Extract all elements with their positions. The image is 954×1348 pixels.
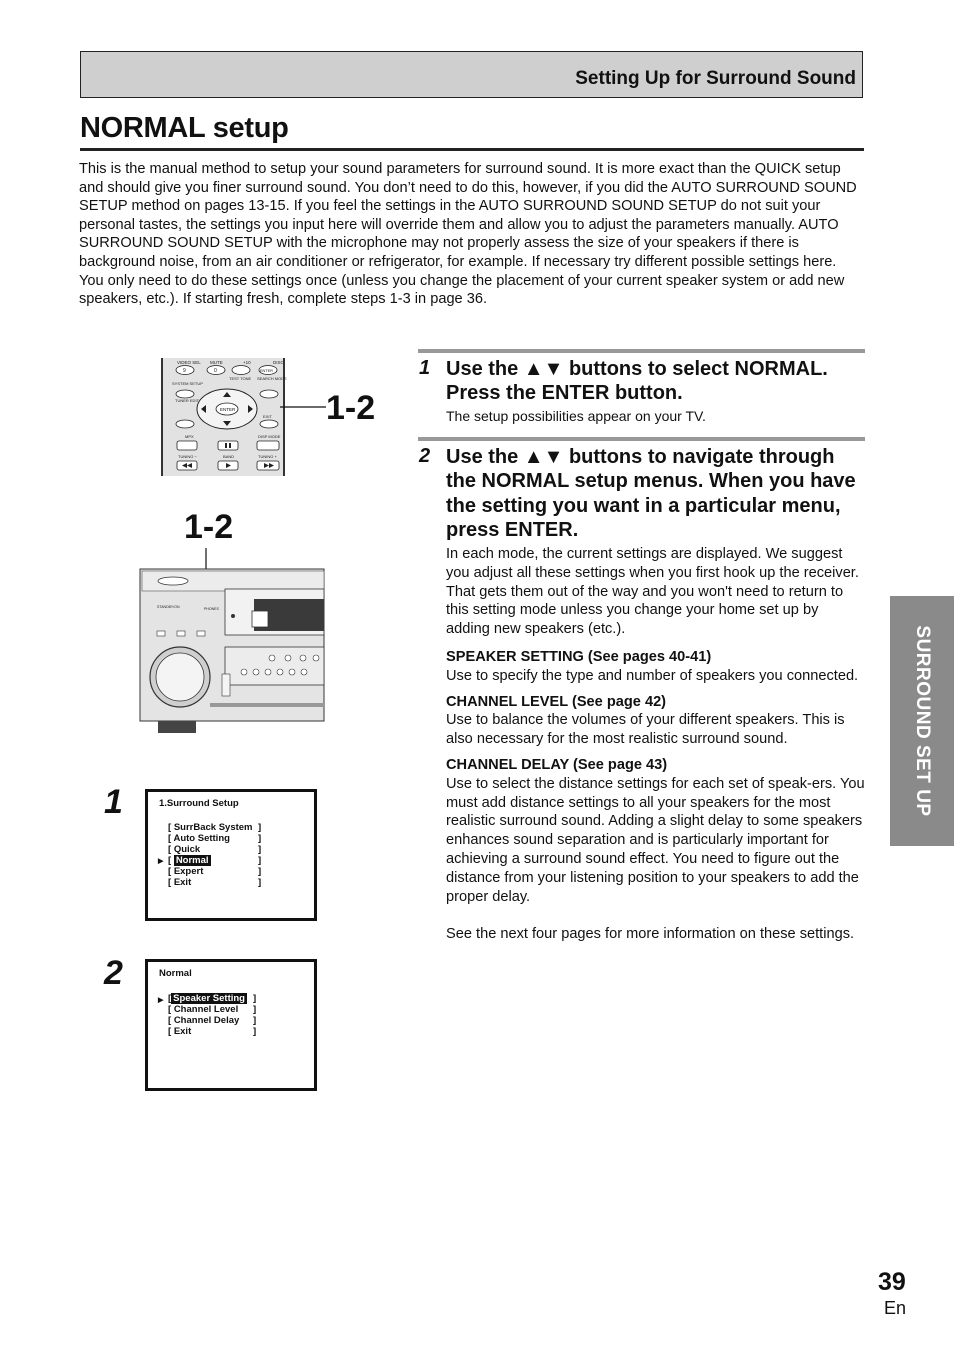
osd-1-row-quick: [ Quick ]: [168, 844, 262, 855]
osd-1-row-normal: [ Normal ]: [168, 855, 262, 866]
remote-key-9: 9: [183, 368, 186, 374]
receiver-label-phones: PHONES: [204, 607, 219, 611]
remote-navigation-pad: [197, 389, 257, 429]
osd-1-row-auto: [ Auto Setting ]: [168, 833, 262, 844]
osd-2-row-exit: [ Exit ]: [168, 1026, 257, 1037]
remote-label-exit: EXIT: [263, 414, 272, 419]
remote-callout-label: 1-2: [326, 389, 376, 427]
section-title: Setting Up for Surround Sound: [575, 68, 856, 89]
step-1-rule: [418, 349, 865, 353]
speaker-setting-heading: SPEAKER SETTING (See pages 40-41): [446, 648, 712, 665]
step-2-outro: See the next four pages for more information on these settings.: [446, 926, 855, 943]
osd-2-cursor-icon: ▶: [158, 997, 164, 1004]
osd-1-cursor-icon: ▶: [158, 858, 164, 865]
remote-label-band: BAND: [223, 454, 235, 459]
step-2-body: [446, 545, 866, 944]
remote-key-0: 0: [214, 368, 217, 374]
receiver-label-standby: STANDBY/ON: [157, 605, 180, 609]
remote-label-tuning-minus: TUNING −: [178, 454, 197, 459]
remote-callout-line: [280, 395, 330, 415]
page-language: En: [884, 1298, 907, 1318]
remote-label-disp-mode: DISP MODE: [258, 434, 281, 439]
title-rule: [80, 148, 864, 151]
page-title: NORMAL setup: [80, 112, 289, 144]
remote-label-disc: DISC: [273, 360, 284, 365]
screen-2-label: 2: [104, 954, 123, 992]
intro-paragraph-1: This is the manual method to setup your sound parameters for surround sound. It is more exact than the QUICK setup and should give you finer surround sound. You don’t need to do this, however, if you did the AUTO SURROUND SOUND SETUP method on pages 13-15. If you feel the settings in the AUTO SURROUND SOUND SETUP do not suit your personal tastes, the settings you input here will override them and allow you to adjust the parameters manually. AUTO SURROUND SOUND SETUP with the microphone may not properly assess the size of your speakers if there is background noise, from an air conditioner or refrigerator, for example. If necessary try different possible settings here.: [79, 161, 857, 270]
page-number: 39: [878, 1268, 906, 1296]
channel-level-heading: CHANNEL LEVEL (See page 42): [446, 693, 667, 710]
step-2-rule: [418, 437, 865, 441]
receiver-graphic: [140, 569, 324, 733]
receiver-front-panel-illustration: [140, 569, 324, 733]
remote-label-test-tone: TEST TONE: [229, 376, 252, 381]
remote-label-plus10: +10: [243, 360, 251, 365]
osd-1-row-expert: [ Expert ]: [168, 866, 262, 877]
osd-2-row-channel-delay: [ Channel Delay ]: [168, 1015, 257, 1026]
step-2-number: 2: [419, 445, 431, 467]
section-header: [80, 51, 863, 98]
remote-label-search-mode: SEARCH MODE: [257, 376, 287, 381]
osd-screen-surround-setup: [145, 789, 317, 921]
remote-key-enter: ENTER: [220, 407, 236, 412]
step-1-heading: Use the ▲▼ buttons to select NORMAL. Press the ENTER button.: [446, 358, 828, 405]
remote-label-mute: MUTE: [210, 360, 223, 365]
remote-key-enter-top: ENTER: [260, 369, 273, 373]
remote-label-mpx: MPX: [185, 434, 194, 439]
osd-2-row-speaker-setting: [ Speaker Setting ]: [168, 993, 257, 1004]
intro-paragraph-2: You only need to do these settings once (unless you change the placement of your current speaker system or add new speakers, etc.). If starting fresh, complete steps 1-3 in page 36.: [79, 272, 845, 308]
step-2-intro: In each mode, the current settings are displayed. We suggest you adjust all these settings when you first hook up the receiver. That gets them out of the way and you won't need to return to this setting mode unless you change your home set up by adding new speakers (etc.).: [446, 546, 859, 638]
osd-2-title: Normal: [159, 968, 192, 979]
intro-text: [79, 160, 865, 309]
remote-label-tuner-edit: TUNER EDIT: [175, 398, 199, 403]
screen-1-label: 1: [104, 783, 123, 821]
channel-level-text: Use to balance the volumes of your different speakers. This is also necessary for the most realistic surround sound.: [446, 712, 845, 748]
remote-label-system-setup: SYSTEM SETUP: [172, 381, 203, 386]
osd-1-title: 1.Surround Setup: [159, 798, 239, 809]
receiver-callout-label: 1-2: [184, 508, 234, 546]
remote-control-graphic: [163, 358, 287, 476]
osd-2-row-channel-level: [ Channel Level ]: [168, 1004, 257, 1015]
step-1-number: 1: [419, 357, 431, 379]
step-2-heading: Use the ▲▼ buttons to navigate through the NORMAL setup menus. When you have the setting you want in a particular menu, press ENTER.: [446, 446, 856, 542]
step-1-note: The setup possibilities appear on your TV.: [446, 408, 706, 424]
side-tab: [890, 596, 954, 846]
osd-1-row-exit: [ Exit ]: [168, 877, 262, 888]
channel-delay-heading: CHANNEL DELAY (See page 43): [446, 756, 668, 773]
channel-delay-text: Use to select the distance settings for each set of speak-ers. You must add distance settings to all your speakers for the most realistic surround sound. Adding a slight delay to some speakers enhances sound separation and is particularly important for achieving a surround sound effect. You need to figure out the distance from your listening position to your speakers to add the proper delay.: [446, 775, 865, 905]
side-tab-label: SURROUND SET UP: [912, 625, 933, 817]
remote-control-illustration: [161, 358, 285, 476]
speaker-setting-text: Use to specify the type and number of speakers you connected.: [446, 667, 859, 684]
osd-screen-normal: [145, 959, 317, 1091]
remote-label-tuning-plus: TUNING +: [258, 454, 277, 459]
remote-label-video-sel: VIDEO SEL: [177, 360, 201, 365]
osd-1-row-surrback: [ SurrBack System ]: [168, 822, 262, 833]
